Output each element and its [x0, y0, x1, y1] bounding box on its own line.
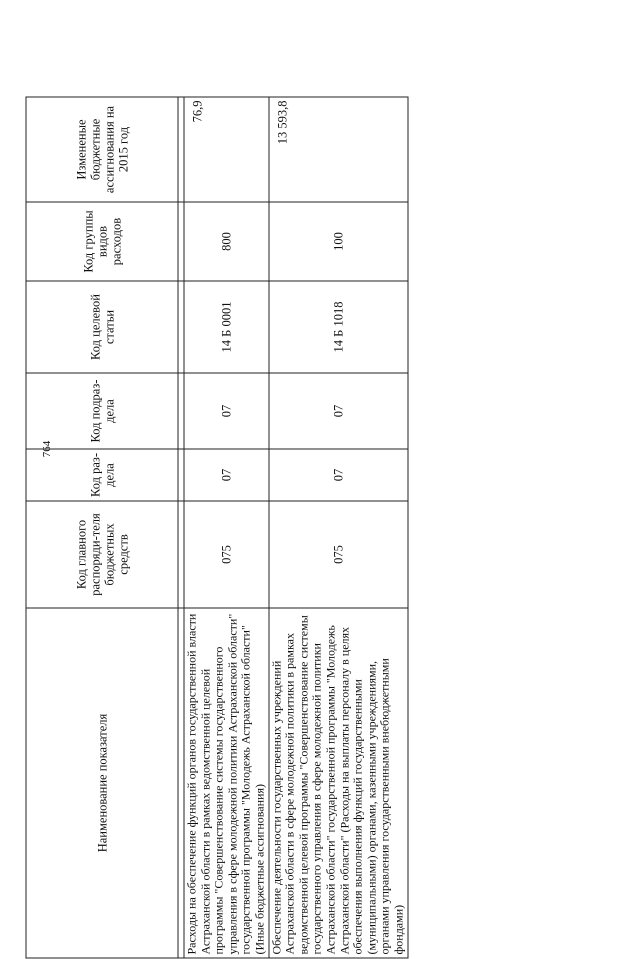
row-amount: 76,9: [184, 97, 269, 202]
rotated-table-container: [26, 98, 406, 959]
header-amount: Измененые бюджетные ассигнования на 2015 год: [26, 97, 178, 202]
table-row: [269, 97, 408, 958]
row-expense-group: 800: [184, 202, 269, 281]
row-grbs: 075: [269, 501, 408, 608]
row-razdel: 07: [184, 449, 269, 501]
header-grbs: Код главного распоряди-теля бюджетных средств: [26, 501, 178, 608]
header-target-article: Код целевой статьи: [26, 281, 178, 373]
row-grbs: 075: [184, 501, 269, 608]
row-podrazdel: 07: [269, 373, 408, 449]
row-name: Расходы на обеспечение функций органов государственной власти Астраханской области в рамках ведомственной целевой программы "Совершенствование системы государственного управления в сфере молодежной политики Астраханской области" государственной программы "Молодежь Астраханской области" (Иные бюджетные ассигнования): [184, 608, 269, 958]
header-name: Наименование показателя: [26, 608, 178, 958]
budget-table: [26, 97, 409, 959]
table-row: [184, 97, 269, 958]
row-amount: 13 593,8: [269, 97, 408, 202]
row-expense-group: 100: [269, 202, 408, 281]
header-podrazdel: Код подраз-дела: [26, 373, 178, 449]
row-razdel: 07: [269, 449, 408, 501]
row-podrazdel: 07: [184, 373, 269, 449]
row-target-article: 14 Б 1018: [269, 281, 408, 373]
header-razdel: Код раз-дела: [26, 449, 178, 501]
header-expense-group: Код группы видов расходов: [26, 202, 178, 281]
row-name: Обеспечение деятельности государственных учреждений Астраханской области в сфере молодежной политики в рамках ведомственной целевой программы "Совершенствование системы государственного управления в сфере молодежной политики Астраханской области" государственной программы "Молодежь Астраханской области" (Расходы на выплаты персоналу в целях обеспечения выполнения функций государственными (муниципальными) органами, казенными учреждениями, органами управления государственными внебюджетными фондами): [269, 608, 408, 958]
header-row: [26, 97, 178, 958]
page-number: 764: [41, 440, 53, 458]
row-target-article: 14 Б 0001: [184, 281, 269, 373]
